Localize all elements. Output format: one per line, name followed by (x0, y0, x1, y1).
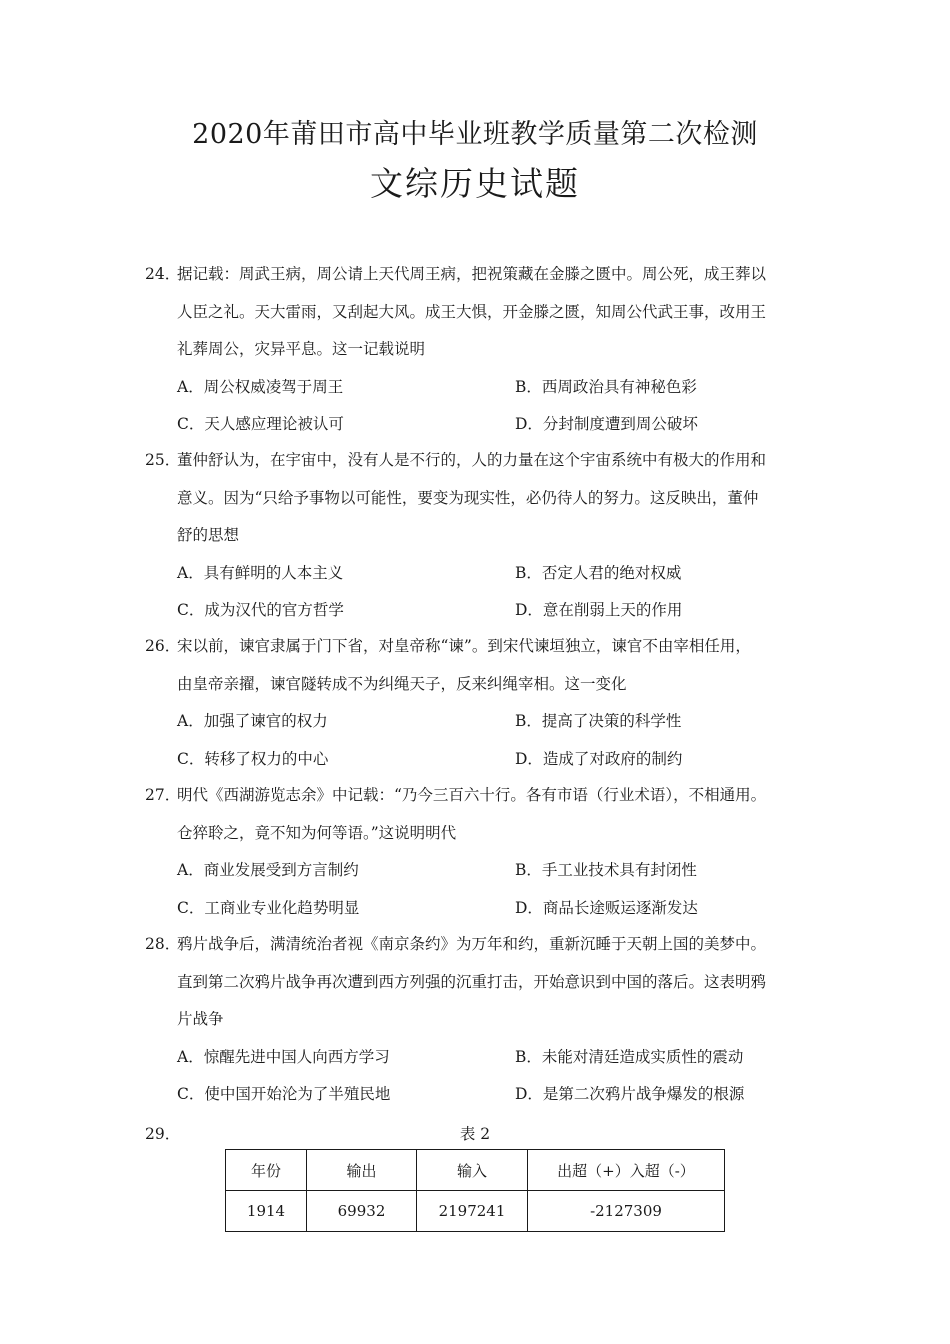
question-stem-line: 舒的思想 (177, 526, 240, 544)
option-a: A．加强了谏官的权力 (177, 712, 328, 730)
table-caption: 表 2 (459, 1125, 491, 1143)
option-b: B．提高了决策的科学性 (515, 712, 682, 730)
option-c: C．天人感应理论被认可 (177, 415, 344, 433)
question-stem-line: 据记载：周武王病，周公请上天代周王病，把祝策藏在金滕之匮中。周公死，成王葬以 (177, 265, 767, 283)
question-number: 25． (145, 451, 181, 469)
question-stem-line: 意义。因为“只给予事物以可能性，要变为现实性，必仍待人的努力。这反映出，董仲 (177, 488, 759, 507)
question-24 (145, 256, 815, 444)
exam-subtitle: 文综历史试题 (370, 164, 580, 203)
trade-table (225, 1149, 725, 1232)
question-26 (145, 628, 815, 778)
option-a: A．周公权威凌驾于周王 (177, 377, 344, 396)
exam-title: 2020年莆田市高中毕业班教学质量第二次检测 (192, 119, 758, 150)
question-stem-line: 宋以前，谏官隶属于门下省，对皇帝称“谏”。到宋代谏垣独立，谏官不由宰相任用， (177, 637, 751, 655)
question-stem-line: 直到第二次鸦片战争再次遭到西方列强的沉重打击，开始意识到中国的落后。这表明鸦 (177, 972, 767, 991)
table-cell: 2197241 (417, 1191, 528, 1232)
question-stem-line: 人臣之礼。天大雷雨，又刮起大风。成王大惧，开金滕之匮，知周公代武王事，改用王 (177, 302, 767, 321)
question-number: 26． (145, 637, 181, 655)
table-cell: 69932 (307, 1191, 417, 1232)
question-stem-line: 董仲舒认为，在宇宙中，没有人是不行的，人的力量在这个宇宙系统中有极大的作用和 (177, 451, 767, 469)
option-b: B．未能对清廷造成实质性的震动 (515, 1047, 744, 1066)
option-d: D．意在削弱上天的作用 (515, 601, 683, 619)
option-d: D．分封制度遭到周公破坏 (515, 415, 698, 433)
column-header: 输出 (307, 1150, 417, 1191)
option-d: D．商品长途贩运逐渐发达 (515, 898, 698, 917)
question-stem-line: 由皇帝亲擢，谏官隧转成不为纠绳天子，反来纠绳宰相。这一变化 (177, 674, 627, 693)
option-a: A．商业发展受到方言制约 (177, 861, 359, 879)
table-cell: 1914 (226, 1191, 307, 1232)
option-b: B．手工业技术具有封闭性 (515, 861, 697, 879)
question-stem-line: 礼葬周公，灾异平息。这一记载说明 (177, 340, 426, 358)
question-25 (145, 442, 815, 630)
column-header: 年份 (226, 1150, 307, 1191)
option-a: A．具有鲜明的人本主义 (177, 563, 344, 582)
option-c: C．成为汉代的官方哲学 (177, 601, 344, 619)
question-stem-line: 仓猝聆之，竟不知为何等语。”这说明明代 (177, 823, 457, 842)
question-number: 28． (145, 935, 181, 953)
question-stem-line: 片战争 (177, 1010, 224, 1028)
option-b: B．否定人君的绝对权威 (515, 563, 682, 582)
option-a: A．惊醒先进中国人向西方学习 (177, 1047, 390, 1066)
option-d: D．是第二次鸦片战争爆发的根源 (515, 1085, 745, 1103)
question-27 (145, 777, 815, 927)
question-stem-line: 明代《西湖游览志余》中记载：“乃今三百六十行。各有市语（行业术语），不相通用。 (177, 786, 767, 804)
question-number: 24． (145, 265, 181, 283)
column-header: 输入 (417, 1150, 528, 1191)
table-header-row (226, 1150, 725, 1191)
option-c: C．工商业专业化趋势明显 (177, 898, 360, 917)
question-28 (145, 926, 815, 1114)
table-cell: -2127309 (528, 1191, 725, 1232)
option-c: C．使中国开始沦为了半殖民地 (177, 1085, 391, 1103)
option-d: D．造成了对政府的制约 (515, 749, 683, 768)
table-row (226, 1191, 725, 1232)
question-stem-line: 鸦片战争后，满清统治者视《南京条约》为万年和约，重新沉睡于天朝上国的美梦中。 (177, 935, 767, 953)
column-header: 出超（+）入超（-） (528, 1150, 725, 1191)
option-c: C．转移了权力的中心 (177, 749, 329, 768)
question-number-29: 29． (145, 1125, 181, 1143)
option-b: B．西周政治具有神秘色彩 (515, 377, 697, 396)
question-number: 27． (145, 786, 181, 804)
